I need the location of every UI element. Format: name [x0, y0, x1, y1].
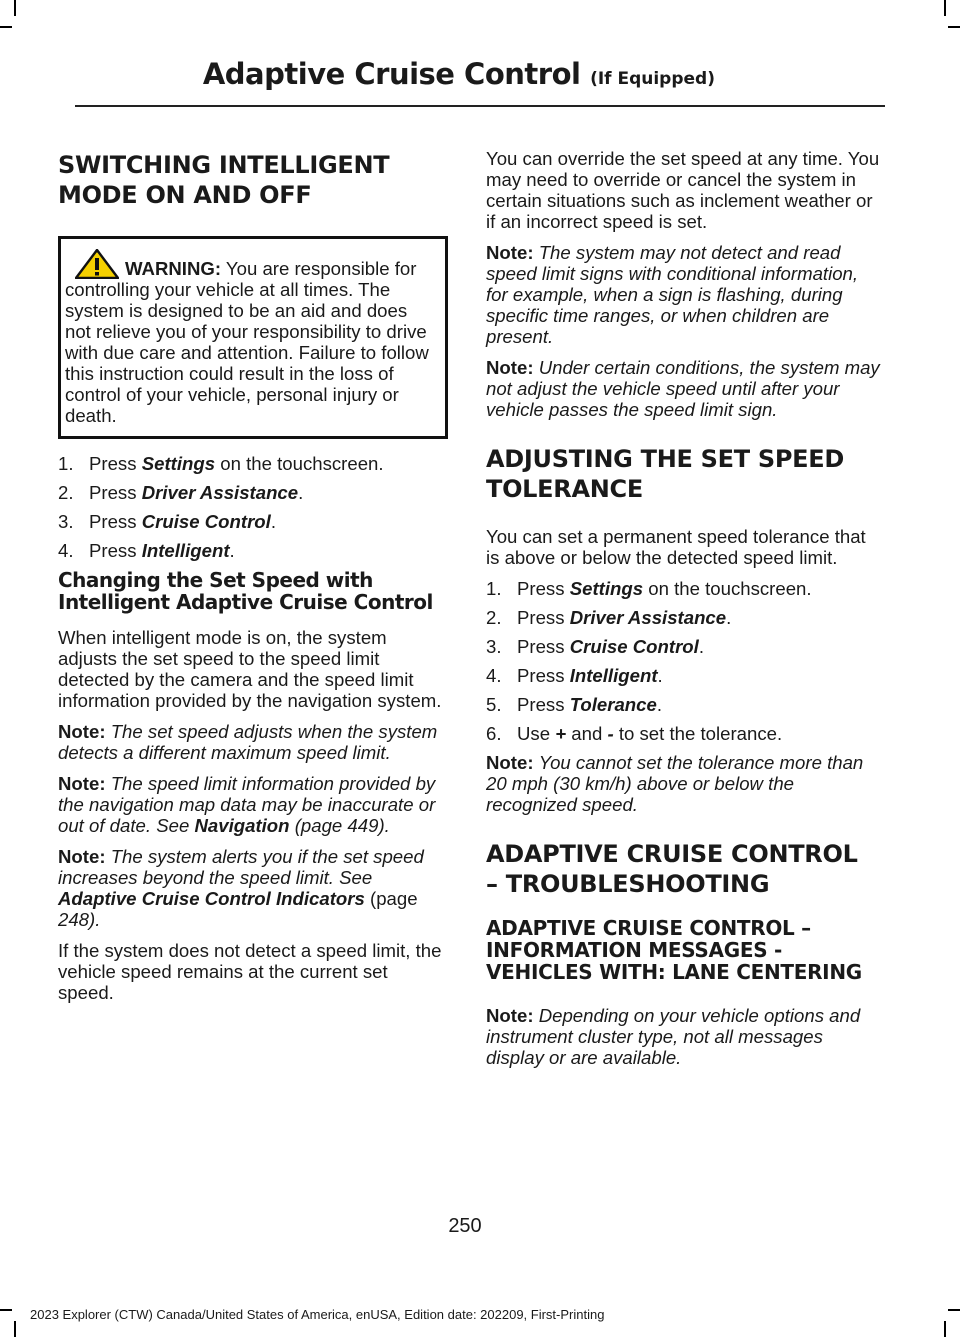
footer-edition-info: 2023 Explorer (CTW) Canada/United States of America, enUSA, Edition date: 202209, First-Printing: [30, 1307, 605, 1322]
warning-triangle-icon: [75, 249, 119, 279]
step-text: .: [657, 665, 663, 686]
note-paragraph: [486, 242, 884, 347]
page-number: 250: [448, 1215, 482, 1237]
header-subtitle: (If Equipped): [590, 69, 715, 89]
crop-mark: [944, 0, 946, 16]
note-text: The system alerts you if the set speed increases beyond the speed limit. See: [58, 846, 424, 888]
list-item: [486, 694, 884, 715]
cross-reference-link[interactable]: Adaptive Cruise Control Indicators: [58, 888, 365, 909]
left-column: [58, 140, 448, 1013]
list-item: [486, 665, 884, 686]
note-text: Under certain conditions, the system may not adjust the vehicle speed until after your vehicle passes the speed limit sign.: [486, 357, 880, 420]
step-text: Press: [89, 540, 142, 561]
body-paragraph: You can override the set speed at any time. You may need to override or cancel the system in certain situations such as inclement weather or if an incorrect speed is set.: [486, 148, 880, 232]
step-text: .: [229, 540, 235, 561]
step-text: .: [298, 482, 304, 503]
subheading-changing-set-speed: Changing the Set Speed with Intelligent Adaptive Cruise Control: [58, 568, 433, 614]
note-label: Note:: [486, 752, 534, 773]
warning-label: WARNING:: [125, 258, 222, 279]
note-text: The speed limit information provided by the navigation map data may be inaccurate or out of date. See: [58, 773, 436, 836]
section-title-line: MODE ON AND OFF: [58, 181, 312, 209]
step-number: 1.: [58, 453, 74, 474]
step-number: 2.: [58, 482, 74, 503]
step-text: Press: [517, 578, 570, 599]
note-paragraph: [486, 752, 884, 815]
note-paragraph: [486, 1005, 884, 1068]
list-item: [58, 482, 448, 503]
list-item: [58, 511, 448, 532]
crop-mark: [948, 26, 960, 28]
note-label: Note:: [58, 773, 106, 794]
step-emphasis: Cruise Control: [569, 636, 699, 657]
step-number: 3.: [58, 511, 74, 532]
page-reference: 248).: [58, 909, 101, 930]
step-emphasis: Driver Assistance: [141, 482, 299, 503]
step-emphasis: Driver Assistance: [569, 607, 727, 628]
warning-box: [58, 236, 448, 439]
crop-mark: [0, 26, 12, 28]
crop-mark: [14, 0, 16, 16]
section-title-adjusting-tolerance: [486, 444, 884, 504]
section-title-line: SWITCHING INTELLIGENT: [58, 151, 390, 179]
page-header-title: [203, 56, 715, 97]
step-number: 2.: [486, 607, 502, 628]
crop-mark: [948, 1309, 960, 1311]
body-paragraph: You can set a permanent speed tolerance that is above or below the detected speed limit.: [486, 526, 866, 568]
list-item: [58, 453, 448, 474]
crop-mark: [944, 1321, 946, 1337]
steps-list: [486, 578, 884, 744]
list-item: [486, 607, 884, 628]
step-number: 4.: [58, 540, 74, 561]
note-label: Note:: [58, 846, 106, 867]
note-label: Note:: [58, 721, 106, 742]
cross-reference-link[interactable]: Navigation: [194, 815, 290, 836]
step-emphasis: Intelligent: [141, 540, 230, 561]
note-paragraph: [58, 846, 448, 930]
step-number: 1.: [486, 578, 502, 599]
step-emphasis: Settings: [141, 453, 216, 474]
section-title-switching-intelligent-mode: [58, 150, 448, 210]
steps-list: [58, 453, 448, 561]
step-text: and: [566, 723, 608, 744]
crop-mark: [14, 1321, 16, 1337]
note-text: The set speed adjusts when the system detects a different maximum speed limit.: [58, 721, 438, 763]
step-emphasis: Tolerance: [569, 694, 657, 715]
note-text: You cannot set the tolerance more than 20 mph (30 km/h) above or below the recognized speed.: [486, 752, 864, 815]
step-text: Use: [517, 723, 556, 744]
note-paragraph: [58, 773, 448, 836]
minus-symbol: -: [607, 723, 614, 744]
body-paragraph: If the system does not detect a speed limit, the vehicle speed remains at the current set speed.: [58, 940, 442, 1003]
step-text: .: [726, 607, 732, 628]
step-text: .: [270, 511, 277, 532]
crop-mark: [0, 1309, 12, 1311]
step-text: on the touchscreen.: [215, 453, 384, 474]
list-item: [486, 723, 884, 744]
page-reference: (page: [370, 888, 418, 909]
note-text: Depending on your vehicle options and instrument cluster type, not all messages display or are available.: [486, 1005, 861, 1068]
step-emphasis: Settings: [569, 578, 644, 599]
step-text: .: [698, 636, 705, 657]
warning-paragraph: [65, 249, 437, 426]
body-paragraph: When intelligent mode is on, the system adjusts the set speed to the speed limit detected by the camera and the speed limit information provided by the navigation system.: [58, 627, 442, 711]
note-label: Note:: [486, 357, 534, 378]
step-text: Press: [517, 694, 570, 715]
section-title-troubleshooting: [486, 839, 884, 899]
section-title-line: – TROUBLESHOOTING: [486, 870, 770, 898]
note-label: Note:: [486, 242, 534, 263]
header-title-text: Adaptive Cruise Control: [202, 57, 581, 91]
note-text: The system may not detect and read speed limit signs with conditional information, for example, when a sign is flashing, during specific time ranges, or when children are present.: [486, 242, 859, 347]
step-text: to set the tolerance.: [613, 723, 783, 744]
step-text: on the touchscreen.: [643, 578, 812, 599]
step-text: Press: [517, 665, 570, 686]
note-paragraph: [58, 721, 448, 763]
list-item: [486, 578, 884, 599]
step-number: 5.: [486, 694, 502, 715]
right-column: [486, 148, 884, 1078]
step-emphasis: Cruise Control: [141, 511, 271, 532]
step-text: Press: [89, 482, 142, 503]
header-divider: [75, 105, 885, 107]
list-item: [58, 540, 448, 561]
warning-text: You are responsible for controlling your vehicle at all times. The system is designed to be an aid and does not relieve you of your responsibility to drive with due care and attention. Failure to follow this instruction could result in the loss of control of your vehicle, personal injury or death.: [65, 258, 429, 426]
step-text: Press: [89, 511, 142, 532]
step-text: Press: [517, 607, 570, 628]
step-number: 3.: [486, 636, 502, 657]
plus-symbol: +: [555, 723, 567, 744]
step-emphasis: Intelligent: [569, 665, 658, 686]
note-paragraph: [486, 357, 884, 420]
page-reference: (page 449).: [294, 815, 390, 836]
section-title-line: TOLERANCE: [486, 475, 643, 503]
list-item: [486, 636, 884, 657]
subsection-title-information-messages: ADAPTIVE CRUISE CONTROL – INFORMATION MESSAGES - VEHICLES WITH: LANE CENTERING: [486, 916, 862, 984]
step-text: .: [656, 694, 663, 715]
step-text: Press: [89, 453, 142, 474]
section-title-line: ADJUSTING THE SET SPEED: [486, 445, 844, 473]
step-number: 6.: [486, 723, 502, 744]
step-text: Press: [517, 636, 570, 657]
section-title-line: ADAPTIVE CRUISE CONTROL: [486, 840, 858, 868]
note-label: Note:: [486, 1005, 534, 1026]
step-number: 4.: [486, 665, 502, 686]
